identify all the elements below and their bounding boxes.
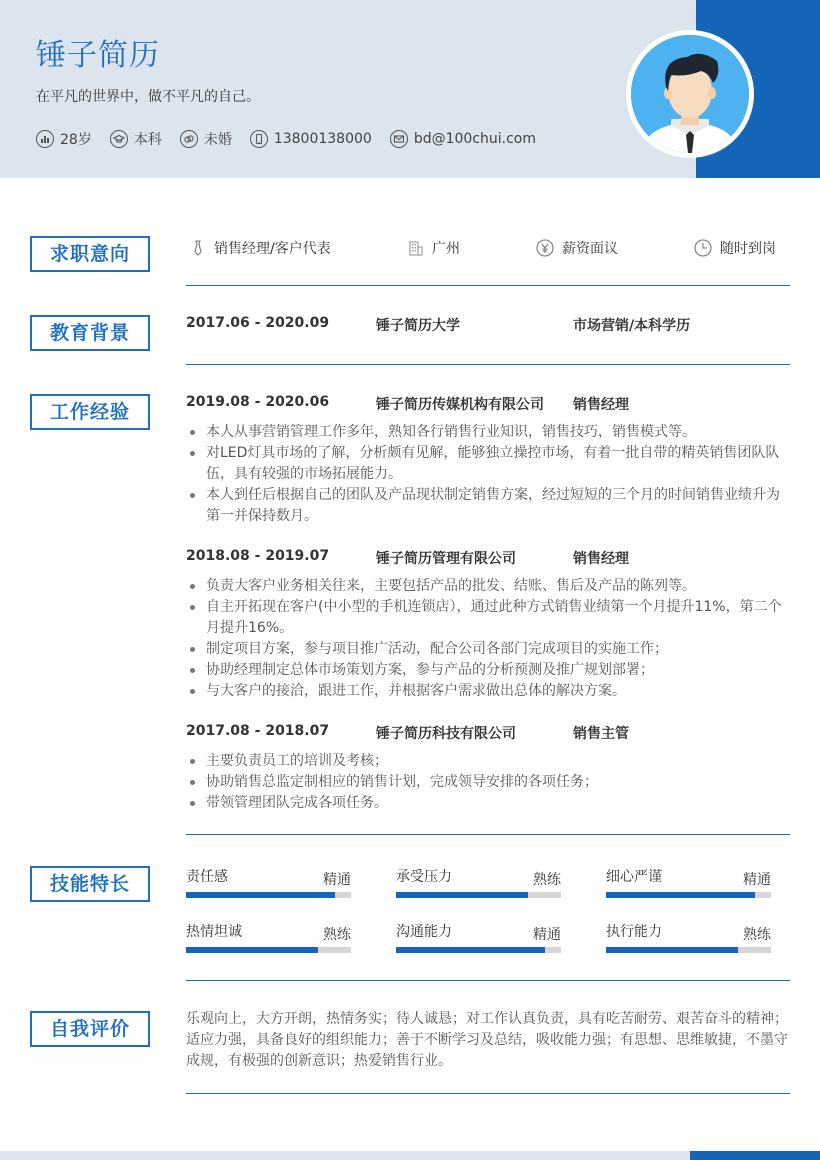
skill-bar-fill	[186, 892, 335, 898]
skill-bar	[396, 892, 561, 898]
intent-position-value: 销售经理/客户代表	[214, 241, 331, 257]
info-degree	[110, 129, 162, 149]
section-title-intent: 求职意向	[30, 236, 150, 272]
skill-bar-fill	[606, 947, 738, 953]
skill-bar	[606, 892, 771, 898]
list-item: 对LED灯具市场的了解，分析颇有见解，能够独立操控市场，有着一批自带的精英销售团队队伍，具有较强的市场拓展能力。	[186, 443, 790, 485]
skill-level: 熟练	[533, 872, 561, 888]
info-email	[390, 130, 536, 148]
yen-icon	[536, 239, 554, 257]
person-avatar-icon	[631, 35, 749, 153]
divider	[186, 834, 790, 835]
skill-bar-fill	[186, 947, 318, 953]
intent-salary-value: 薪资面议	[562, 241, 618, 257]
job-company: 锤子简历传媒机构有限公司	[376, 397, 544, 413]
age-value: 28岁	[60, 132, 92, 148]
job-title: 销售经理	[573, 397, 629, 413]
skill-bar	[396, 947, 561, 953]
marital-value: 未婚	[203, 132, 232, 148]
degree-value: 本科	[133, 132, 162, 148]
list-item: 协助销售总监定制相应的销售计划，完成领导安排的各项任务；	[186, 772, 790, 793]
intent-availability	[694, 238, 776, 258]
avatar	[626, 30, 754, 158]
rings-icon	[180, 130, 198, 148]
skill-level: 熟练	[743, 927, 771, 943]
job-title: 销售经理	[573, 551, 629, 567]
intent-availability-value: 随时到岗	[720, 241, 776, 257]
divider	[186, 285, 790, 286]
info-marital	[180, 129, 232, 149]
list-item: 本人从事营销管理工作多年，熟知各行销售行业知识，销售技巧，销售模式等。	[186, 422, 790, 443]
skill-name: 热情坦诚	[186, 924, 242, 940]
list-item: 制定项目方案，参与项目推广活动，配合公司各部门完成项目的实施工作；	[186, 639, 790, 660]
phone-value: 13800138000	[273, 131, 372, 147]
skill-name: 承受压力	[396, 869, 452, 885]
footer-accent-block	[690, 1151, 820, 1160]
skill-bar-fill	[606, 892, 755, 898]
intent-city-value: 广州	[432, 241, 460, 257]
mail-icon	[390, 130, 408, 148]
job-bullets	[186, 751, 790, 814]
list-item: 本人到任后根据自己的团队及产品现状制定销售方案，经过短短的三个月的时间销售业绩升为第一并保持数月。	[186, 485, 790, 527]
skill-bar-fill	[396, 892, 528, 898]
tie-icon	[190, 240, 206, 256]
self-evaluation-text: 乐观向上，大方开朗，热情务实；待人诚恳；对工作认真负责，具有吃苦耐劳、艰苦奋斗的精神；适应力强，具备良好的组织能力；善于不断学习及总结，吸收能力强；有思想、思维敏捷，不墨守成规，有极强的创新意识；热爱销售行业。	[186, 1011, 788, 1069]
job-period: 2017.08 - 2018.07	[186, 723, 330, 739]
divider	[186, 980, 790, 981]
list-item: 带领管理团队完成各项任务。	[186, 793, 790, 814]
graduation-cap-icon	[110, 130, 128, 148]
personal-info-row	[36, 129, 554, 149]
skill-name: 执行能力	[606, 924, 662, 940]
list-item: 负责大客户业务相关往来，主要包括产品的批发、结账、售后及产品的陈列等。	[186, 576, 790, 597]
education-major: 市场营销/本科学历	[573, 318, 691, 334]
section-title-self-eval: 自我评价	[30, 1011, 150, 1047]
job-bullets	[186, 422, 790, 527]
resume-name: 锤子简历	[36, 38, 160, 73]
skill-level: 精通	[533, 927, 561, 943]
divider	[186, 1093, 790, 1094]
section-title-work: 工作经验	[30, 394, 150, 430]
job-company: 锤子简历管理有限公司	[376, 551, 516, 567]
skill-name: 责任感	[186, 869, 228, 885]
chart-icon	[36, 130, 54, 148]
building-icon	[408, 240, 424, 256]
motto: 在平凡的世界中，做不平凡的自己。	[36, 89, 260, 105]
skill-bar	[186, 892, 351, 898]
skill-level: 精通	[323, 872, 351, 888]
skill-level: 精通	[743, 872, 771, 888]
divider	[186, 364, 790, 365]
intent-salary	[536, 238, 618, 258]
skill-bar	[606, 947, 771, 953]
list-item: 主要负责员工的培训及考核；	[186, 751, 790, 772]
skill-bar	[186, 947, 351, 953]
job-bullets	[186, 576, 790, 702]
skill-name: 沟通能力	[396, 924, 452, 940]
section-title-education: 教育背景	[30, 315, 150, 351]
intent-position	[190, 238, 331, 258]
skill-name: 细心严谨	[606, 869, 662, 885]
job-title: 销售主管	[573, 726, 629, 742]
education-period: 2017.06 - 2020.09	[186, 315, 330, 331]
clock-icon	[694, 239, 712, 257]
list-item: 自主开拓现在客户(中小型的手机连锁店），通过此种方式销售业绩第一个月提升11%，第二个月提升16%。	[186, 597, 790, 639]
list-item: 协助经理制定总体市场策划方案，参与产品的分析预测及推广规划部署；	[186, 660, 790, 681]
list-item: 与大客户的接洽，跟进工作，并根据客户需求做出总体的解决方案。	[186, 681, 790, 702]
skill-level: 熟练	[323, 927, 351, 943]
job-company: 锤子简历科技有限公司	[376, 726, 516, 742]
education-school: 锤子简历大学	[376, 318, 460, 334]
info-phone	[250, 130, 372, 148]
section-title-skills: 技能特长	[30, 866, 150, 902]
email-value: bd@100chui.com	[413, 131, 536, 147]
intent-city	[408, 238, 460, 258]
job-period: 2018.08 - 2019.07	[186, 548, 330, 564]
job-period: 2019.08 - 2020.06	[186, 394, 330, 410]
phone-icon	[250, 130, 268, 148]
info-age	[36, 129, 92, 149]
skill-bar-fill	[396, 947, 545, 953]
